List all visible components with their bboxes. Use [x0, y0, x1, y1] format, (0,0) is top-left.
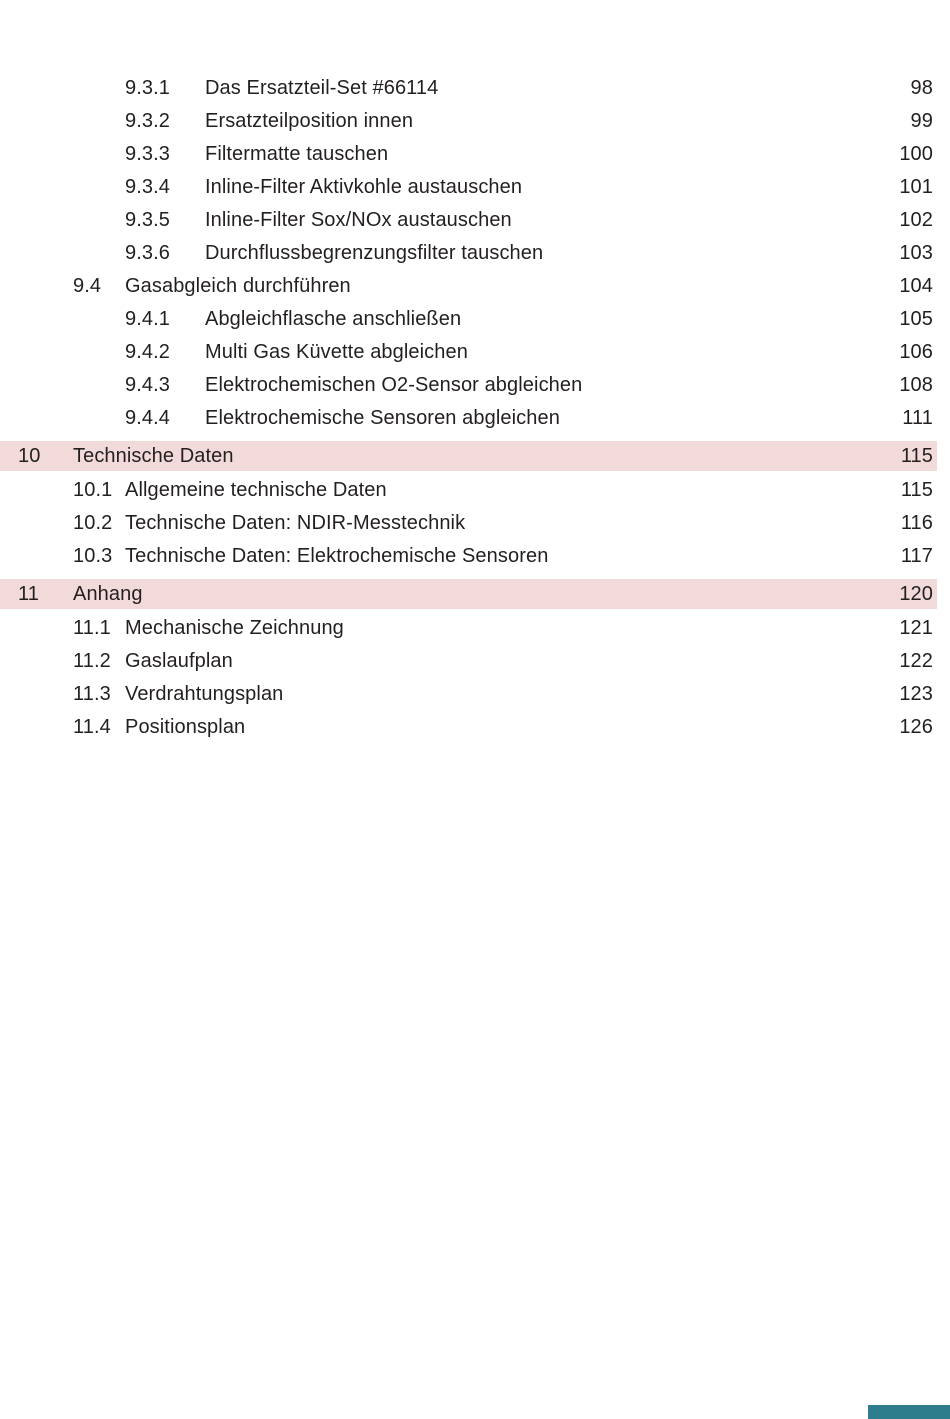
toc-entry-number: 9.3.6: [125, 242, 170, 264]
toc-entry-page: 117: [900, 545, 933, 567]
toc-entry: [0, 474, 937, 507]
toc-entry-number: 10.3: [73, 545, 113, 567]
toc-entry: [0, 270, 937, 303]
toc-entry-title: Ersatzteilposition innen: [205, 110, 414, 132]
toc-entry: [0, 105, 937, 138]
toc-entry: [0, 402, 937, 435]
toc-entry: [0, 579, 937, 609]
toc-entry-title: Filtermatte tauschen: [205, 143, 389, 165]
toc-entry-title: Durchflussbegrenzungsfilter tauschen: [205, 242, 544, 264]
toc-entry: [0, 540, 937, 573]
toc-entry: [0, 72, 937, 105]
toc-entry-number: 9.4.3: [125, 374, 170, 396]
toc-entry: [0, 336, 937, 369]
toc-entry-page: 102: [899, 209, 933, 231]
toc-entry-page: 115: [900, 444, 933, 467]
toc-entry: [0, 369, 937, 402]
toc-entry-number: 9.3.2: [125, 110, 170, 132]
toc-entry-title: Technische Daten: [73, 444, 234, 467]
toc-entry-title: Gaslaufplan: [125, 650, 233, 672]
toc-entry-number: 9.3.3: [125, 143, 170, 165]
toc-entry-page: 105: [899, 308, 933, 330]
toc-entry-number: 11: [18, 582, 39, 605]
toc-entry-number: 11.3: [73, 683, 111, 705]
toc-entry-number: 10.1: [73, 479, 113, 501]
toc-entry-title: Allgemeine technische Daten: [125, 479, 387, 501]
toc-entry-number: 9.3.1: [125, 77, 170, 99]
toc-entry: [0, 171, 937, 204]
toc-entry-page: 104: [899, 275, 933, 297]
toc-entry-title: Technische Daten: Elektrochemische Sensoren: [125, 545, 549, 567]
toc-entry-page: 116: [900, 512, 933, 534]
toc-entry-title: Das Ersatzteil-Set #66114: [205, 77, 439, 99]
toc-entry-title: Elektrochemischen O2-Sensor abgleichen: [205, 374, 583, 396]
toc-entry-page: 121: [899, 617, 933, 639]
toc-entry: [0, 237, 937, 270]
toc-entry-number: 10: [18, 444, 41, 467]
toc-entry-page: 100: [899, 143, 933, 165]
toc-entry-page: 120: [899, 582, 933, 605]
toc-entry-page: 98: [910, 77, 933, 99]
toc-entry-number: 11.2: [73, 650, 111, 672]
toc-entry-page: 108: [899, 374, 933, 396]
toc-entry-title: Abgleichflasche anschließen: [205, 308, 462, 330]
toc-entry-number: 9.4: [73, 275, 102, 297]
toc-entry-title: Anhang: [73, 582, 143, 605]
toc-entry-page: 122: [899, 650, 933, 672]
toc-entry-title: Multi Gas Küvette abgleichen: [205, 341, 468, 363]
toc-entry-title: Positionsplan: [125, 716, 246, 738]
toc-entry-page: 103: [899, 242, 933, 264]
toc-entry-page: 111: [902, 407, 933, 429]
toc-entry: [0, 441, 937, 471]
toc-entry-page: 101: [899, 176, 933, 198]
toc-entry-title: Elektrochemische Sensoren abgleichen: [205, 407, 560, 429]
toc-entry-page: 123: [899, 683, 933, 705]
toc-entry: [0, 711, 937, 744]
toc-entry-number: 9.4.4: [125, 407, 170, 429]
toc-entry-number: 9.4.1: [125, 308, 170, 330]
toc-entry: [0, 303, 937, 336]
toc-entry-page: 106: [899, 341, 933, 363]
toc-entry-page: 115: [900, 479, 933, 501]
footer-corner-bar: [868, 1405, 950, 1419]
toc-entry: [0, 204, 937, 237]
toc-entry-number: 9.3.4: [125, 176, 170, 198]
toc-entry: [0, 507, 937, 540]
toc-entry-title: Inline-Filter Aktivkohle austauschen: [205, 176, 523, 198]
toc-entry: [0, 678, 937, 711]
toc-entry: [0, 645, 937, 678]
toc-entry-number: 11.4: [73, 716, 111, 738]
toc-entry-number: 9.4.2: [125, 341, 170, 363]
toc-entry-number: 10.2: [73, 512, 113, 534]
toc-entry-number: 11.1: [73, 617, 111, 639]
toc-entry-title: Technische Daten: NDIR-Messtechnik: [125, 512, 466, 534]
toc-entry-title: Inline-Filter Sox/NOx austauschen: [205, 209, 512, 231]
toc-entry-number: 9.3.5: [125, 209, 170, 231]
toc-entry-title: Mechanische Zeichnung: [125, 617, 344, 639]
toc-entry: [0, 612, 937, 645]
toc-entry-title: Gasabgleich durchführen: [125, 275, 351, 297]
toc-entry-title: Verdrahtungsplan: [125, 683, 284, 705]
toc-entry-page: 126: [899, 716, 933, 738]
toc-entry: [0, 138, 937, 171]
toc-entry-page: 99: [910, 110, 933, 132]
